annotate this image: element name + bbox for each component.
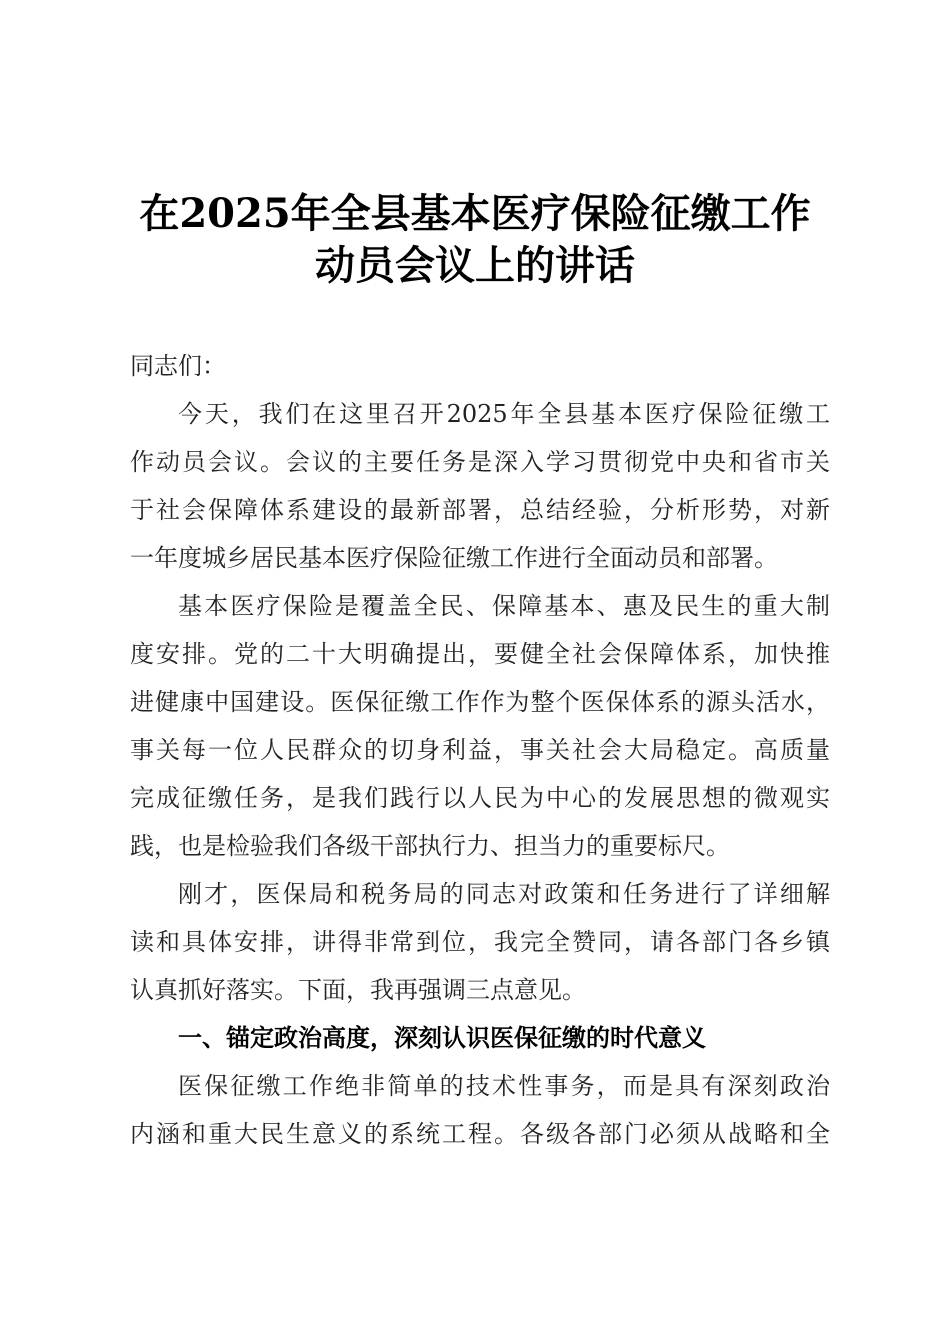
title-line-1: 在2025年全县基本医疗保险征缴工作 bbox=[139, 190, 811, 237]
salutation: 同志们： bbox=[130, 352, 226, 380]
paragraph-4-line-2: 内涵和重大民生意义的系统工程。各级各部门必须从战略和全 bbox=[130, 1120, 830, 1148]
document-title bbox=[0, 188, 950, 292]
paragraph-3-line-2: 读和具体安排，讲得非常到位，我完全赞同，请各部门各乡镇 bbox=[130, 928, 830, 956]
section-heading-1: 一、锚定政治高度，深刻认识医保征缴的时代意义 bbox=[178, 1023, 706, 1052]
title-line-2: 动员会议上的讲话 bbox=[315, 242, 635, 289]
paragraph-2-line-4: 事关每一位人民群众的切身利益，事关社会大局稳定。高质量 bbox=[130, 736, 830, 764]
paragraph-2-line-5: 完成征缴任务，是我们践行以人民为中心的发展思想的微观实 bbox=[130, 784, 830, 812]
paragraph-2-line-1: 基本医疗保险是覆盖全民、保障基本、惠及民生的重大制 bbox=[178, 592, 830, 620]
paragraph-2-line-2: 度安排。党的二十大明确提出，要健全社会保障体系，加快推 bbox=[130, 640, 830, 668]
paragraph-1-line-3: 于社会保障体系建设的最新部署，总结经验，分析形势，对新 bbox=[130, 496, 830, 524]
paragraph-1-line-2: 作动员会议。会议的主要任务是深入学习贯彻党中央和省市关 bbox=[130, 448, 830, 476]
paragraph-1-line-4: 一年度城乡居民基本医疗保险征缴工作进行全面动员和部署。 bbox=[130, 544, 778, 572]
paragraph-4-line-1: 医保征缴工作绝非简单的技术性事务，而是具有深刻政治 bbox=[178, 1072, 830, 1100]
document-body bbox=[130, 342, 830, 1158]
paragraph-2-line-6: 践，也是检验我们各级干部执行力、担当力的重要标尺。 bbox=[130, 832, 730, 860]
paragraph-2-line-3: 进健康中国建设。医保征缴工作作为整个医保体系的源头活水， bbox=[130, 688, 830, 716]
paragraph-3-line-1: 刚才，医保局和税务局的同志对政策和任务进行了详细解 bbox=[178, 880, 830, 908]
paragraph-3-line-3: 认真抓好落实。下面，我再强调三点意见。 bbox=[130, 976, 586, 1004]
paragraph-1-line-1: 今天，我们在这里召开2025年全县基本医疗保险征缴工 bbox=[178, 400, 830, 428]
